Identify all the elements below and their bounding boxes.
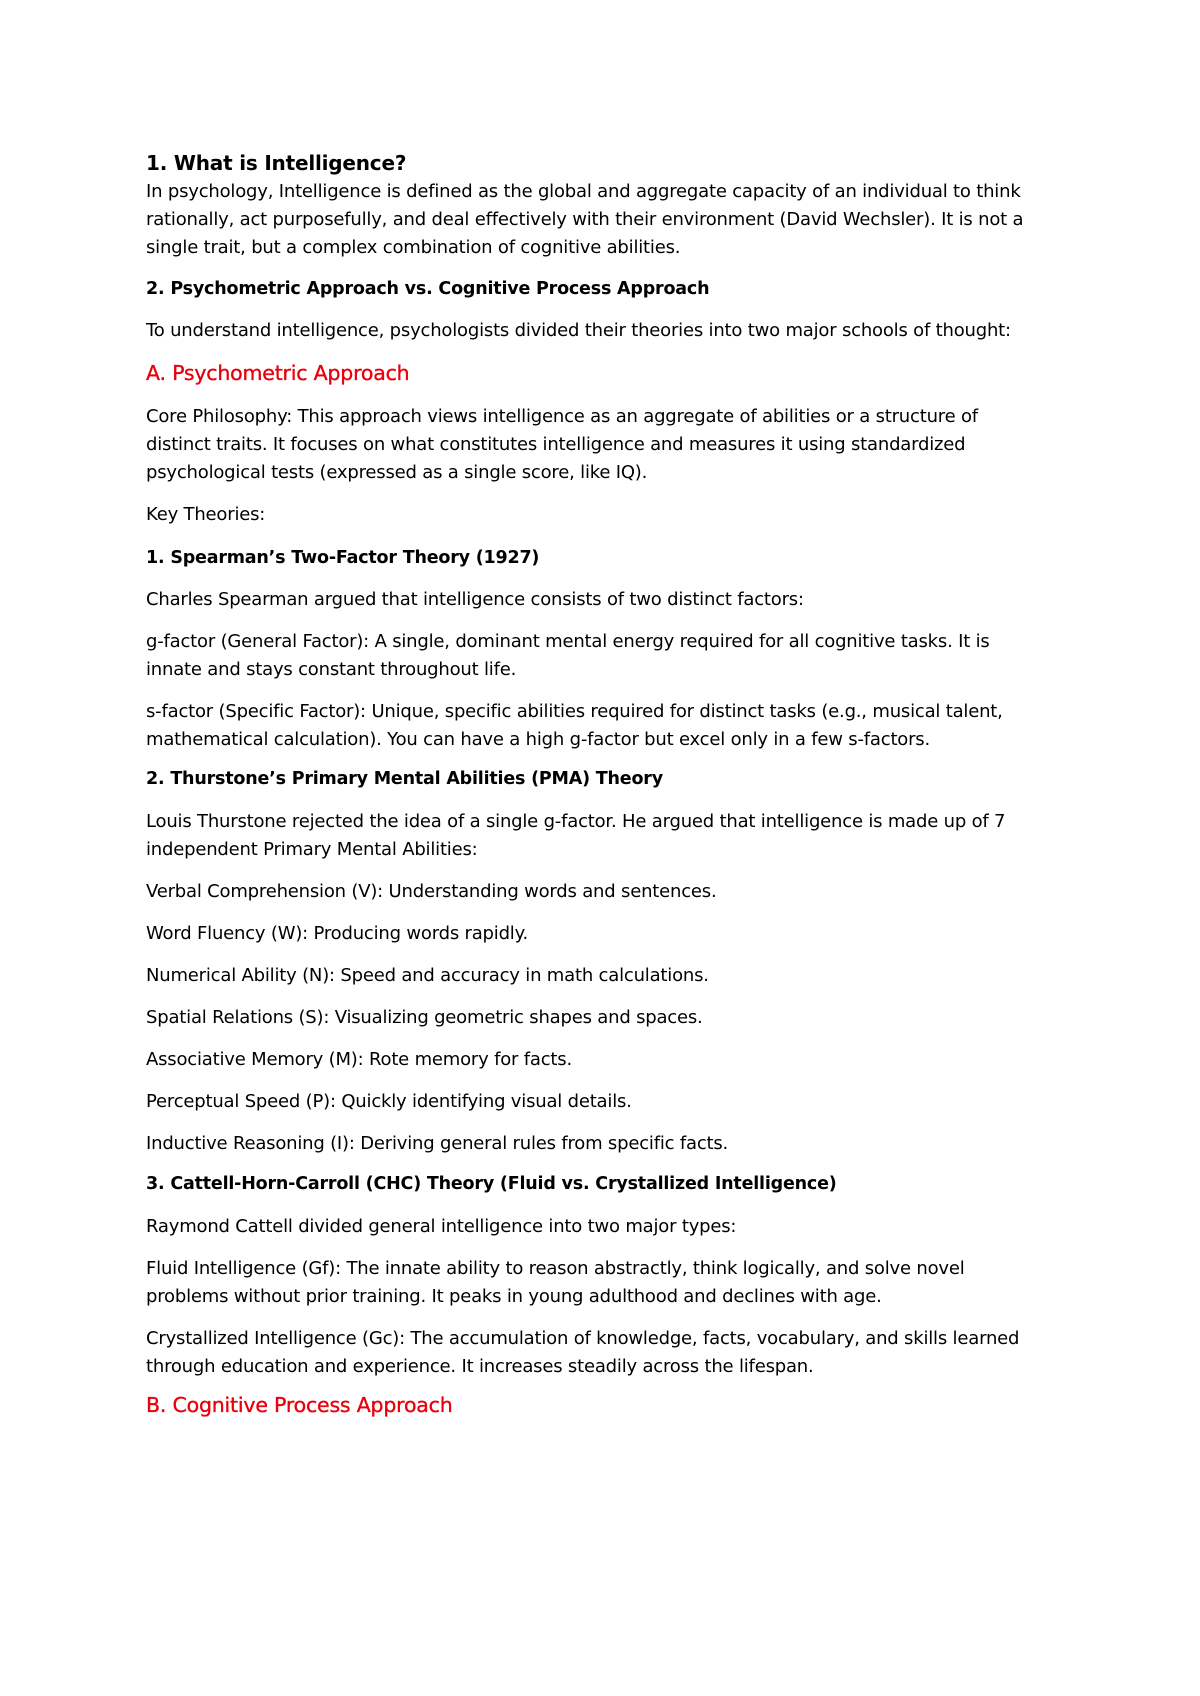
paragraph-line: Louis Thurstone rejected the idea of a single g-factor. He argued that intelligence is made up of 7 <box>146 811 1006 832</box>
paragraph-line: g-factor (General Factor): A single, dominant mental energy required for all cognitive tasks. It is <box>146 631 990 652</box>
paragraph-line: In psychology, Intelligence is defined as the global and aggregate capacity of an individual to think <box>146 181 1021 202</box>
theory-heading-spearman: 1. Spearman’s Two-Factor Theory (1927) <box>146 548 540 568</box>
section-heading-approaches: 2. Psychometric Approach vs. Cognitive Process Approach <box>146 279 710 299</box>
paragraph-line: Core Philosophy: This approach views intelligence as an aggregate of abilities or a structure of <box>146 406 978 427</box>
list-item: Numerical Ability (N): Speed and accuracy in math calculations. <box>146 965 709 986</box>
paragraph-line: problems without prior training. It peaks in young adulthood and declines with age. <box>146 1286 882 1307</box>
paragraph-line: innate and stays constant throughout life. <box>146 659 517 680</box>
theory-heading-chc: 3. Cattell-Horn-Carroll (CHC) Theory (Fluid vs. Crystallized Intelligence) <box>146 1174 837 1194</box>
paragraph-line: through education and experience. It increases steadily across the lifespan. <box>146 1356 814 1377</box>
subsection-heading-psychometric: A. Psychometric Approach <box>146 361 410 385</box>
key-theories-label: Key Theories: <box>146 504 266 525</box>
paragraph-line: single trait, but a complex combination of cognitive abilities. <box>146 237 681 258</box>
list-item: Associative Memory (M): Rote memory for facts. <box>146 1049 572 1070</box>
list-item: Spatial Relations (S): Visualizing geometric shapes and spaces. <box>146 1007 703 1028</box>
theory-heading-thurstone: 2. Thurstone’s Primary Mental Abilities (PMA) Theory <box>146 769 663 789</box>
paragraph-line: Charles Spearman argued that intelligence consists of two distinct factors: <box>146 589 804 610</box>
list-item: Word Fluency (W): Producing words rapidly. <box>146 923 529 944</box>
list-item: Inductive Reasoning (I): Deriving general rules from specific facts. <box>146 1133 729 1154</box>
paragraph-line: independent Primary Mental Abilities: <box>146 839 478 860</box>
paragraph-line: Raymond Cattell divided general intelligence into two major types: <box>146 1216 737 1237</box>
paragraph-line: distinct traits. It focuses on what constitutes intelligence and measures it using standardized <box>146 434 966 455</box>
paragraph-line: s-factor (Specific Factor): Unique, specific abilities required for distinct tasks (e.g., musical talent, <box>146 701 1003 722</box>
paragraph-line: Fluid Intelligence (Gf): The innate ability to reason abstractly, think logically, and solve novel <box>146 1258 965 1279</box>
subsection-heading-cognitive-process: B. Cognitive Process Approach <box>146 1393 453 1417</box>
paragraph-line: Crystallized Intelligence (Gc): The accumulation of knowledge, facts, vocabulary, and skills learned <box>146 1328 1020 1349</box>
list-item: Verbal Comprehension (V): Understanding words and sentences. <box>146 881 717 902</box>
section-heading-what-is-intelligence: 1. What is Intelligence? <box>146 151 407 175</box>
list-item: Perceptual Speed (P): Quickly identifying visual details. <box>146 1091 632 1112</box>
paragraph-line: rationally, act purposefully, and deal effectively with their environment (David Wechsler). It is not a <box>146 209 1024 230</box>
paragraph-line: mathematical calculation). You can have a high g-factor but excel only in a few s-factors. <box>146 729 931 750</box>
paragraph-line: To understand intelligence, psychologists divided their theories into two major schools of thought: <box>146 320 1011 341</box>
paragraph-line: psychological tests (expressed as a single score, like IQ). <box>146 462 648 483</box>
